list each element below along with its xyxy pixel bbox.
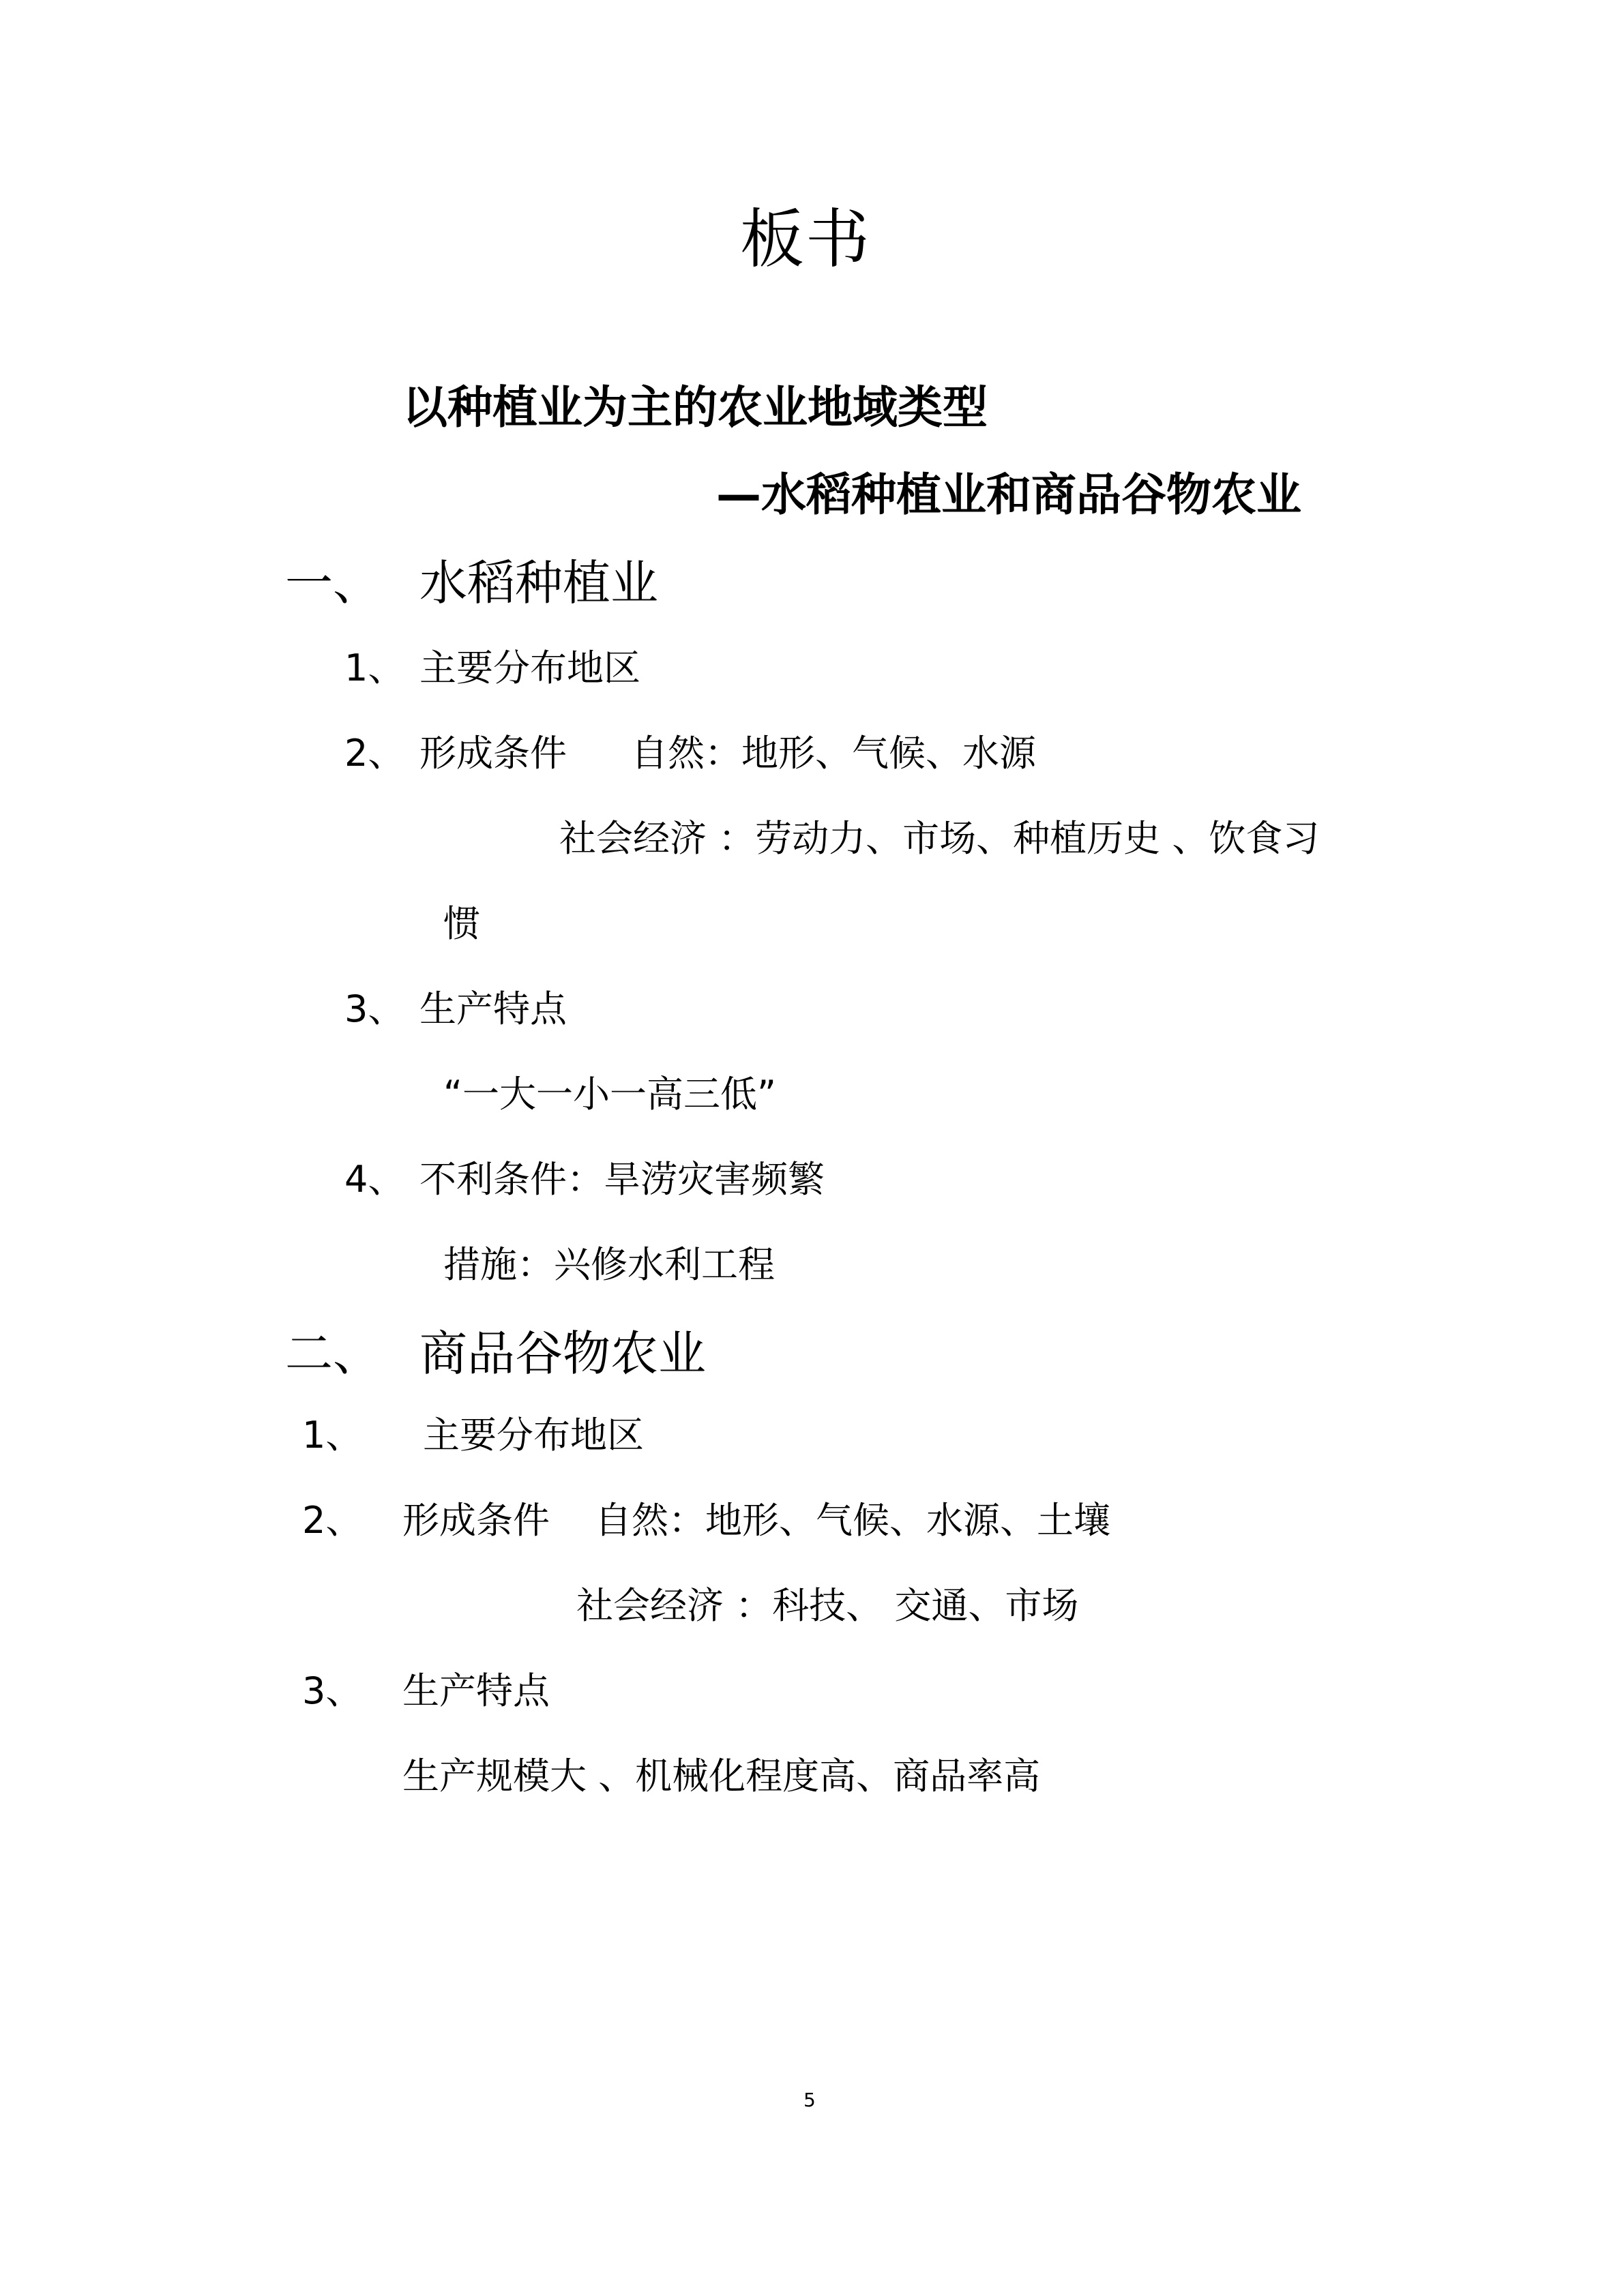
subtitle-line-1: 以种植业为主的农业地域类型 (402, 381, 988, 434)
page-number: 5 (803, 2089, 816, 2111)
s1-item-4-measure: 措施：兴修水利工程 (443, 1243, 775, 1286)
section-2-heading: 商品谷物农业 (419, 1326, 706, 1382)
s1-item-1-number: 1、 (344, 646, 405, 689)
s1-item-3-detail: “一大一小一高三低” (443, 1073, 776, 1116)
s2-item-2-number: 2、 (302, 1499, 363, 1542)
section-1-heading: 水稻种植业 (419, 555, 658, 611)
s2-item-3-label: 生产特点 (402, 1669, 550, 1712)
s1-item-3-number: 3、 (344, 987, 405, 1030)
s2-item-2-natural: 自然：地形、气候、水源、土壤 (595, 1499, 1110, 1542)
s1-item-2-social-cont: 惯 (443, 902, 480, 945)
s2-item-3-number: 3、 (302, 1669, 363, 1712)
s2-item-3-detail: 生产规模大 、机械化程度高、商品率高 (402, 1755, 1041, 1798)
s1-item-2-number: 2、 (344, 732, 405, 775)
s2-item-2-social: 社会经济 ：科技、 交通、市场 (576, 1584, 1079, 1627)
page-title: 板书 (740, 203, 872, 277)
section-1-number: 一、 (285, 555, 381, 611)
subtitle-line-2: —水稻种植业和商品谷物农业 (716, 468, 1301, 521)
s1-item-4-text: 不利条件：旱涝灾害频繁 (419, 1158, 825, 1201)
section-2-number: 二、 (285, 1326, 381, 1382)
s1-item-2-natural: 自然：地形、气候、水源 (631, 732, 1036, 775)
s2-item-1-number: 1、 (302, 1414, 363, 1457)
s1-item-2-social: 社会经济 ：劳动力、市场、种植历史 、饮食习 (559, 817, 1320, 860)
s2-item-1-text: 主要分布地区 (423, 1414, 644, 1457)
s1-item-4-number: 4、 (344, 1158, 405, 1201)
s2-item-2-label: 形成条件 (402, 1499, 550, 1542)
s1-item-1-text: 主要分布地区 (419, 646, 640, 689)
s1-item-2-label: 形成条件 (419, 732, 567, 775)
s1-item-3-label: 生产特点 (419, 987, 567, 1030)
